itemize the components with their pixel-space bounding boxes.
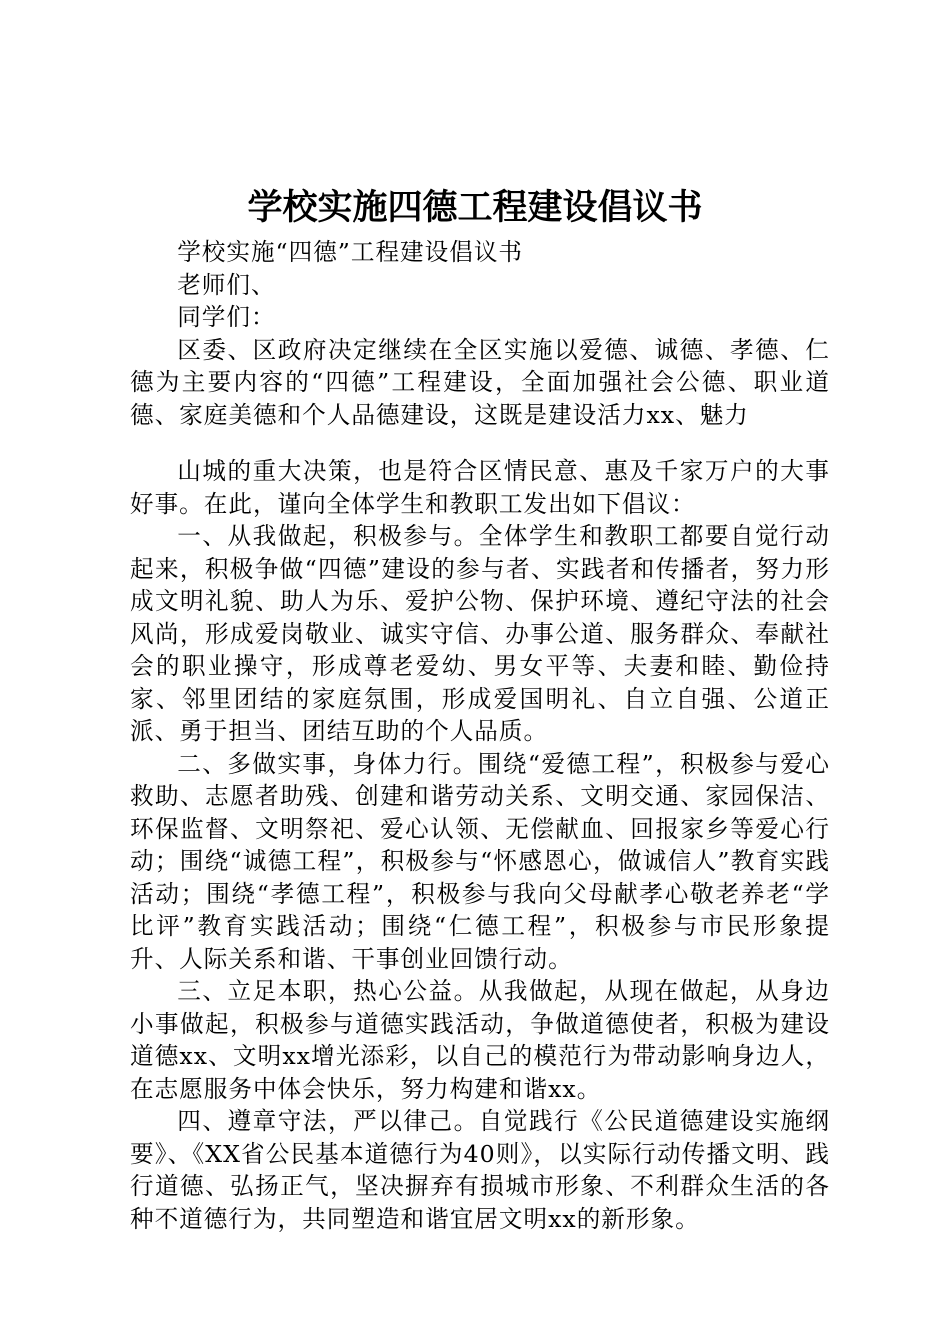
document-title: 学校实施四德工程建设倡议书 (247, 187, 703, 228)
salutation-teachers: 老师们、 (177, 270, 276, 299)
proposal-two-paragraph: 二、多做实事，身体力行。围绕“爱德工程”，积极参与爱心救助、志愿者助残、创建和谐劳动关系、文明交通、家园保洁、环保监督、文明祭祀、爱心认领、无偿献血、回报家乡等爱心行动；围绕“诚德工程”，积极参与“怀感恩心，做诚信人”教育实践活动；围绕“孝德工程”，积极参与我向父母献孝心敬老养老“学比评”教育实践活动；围绕“仁德工程”，积极参与市民形象提升、人际关系和谐、干事创业回馈行动。 (130, 749, 830, 973)
proposal-one-paragraph: 一、从我做起，积极参与。全体学生和教职工都要自觉行动起来，积极争做“四德”建设的参与者、实践者和传播者，努力形成文明礼貌、助人为乐、爱护公物、保护环境、遵纪守法的社会风尚，形成爱岗敬业、诚实守信、办事公道、服务群众、奉献社会的职业操守，形成尊老爱幼、男女平等、夫妻和睦、勤俭持家、邻里团结的家庭氛围，形成爱国明礼、自立自强、公道正派、勇于担当、团结互助的个人品质。 (130, 522, 830, 745)
proposal-three-paragraph: 三、立足本职，热心公益。从我做起，从现在做起，从身边小事做起，积极参与道德实践活动，争做道德使者，积极为建设道德xx、文明xx增光添彩，以自己的模范行为带动影响身边人，在志愿服务中体会快乐，努力构建和谐xx。 (130, 977, 830, 1103)
intro-continuation-paragraph: 山城的重大决策，也是符合区情民意、惠及千家万户的大事好事。在此，谨向全体学生和教职工发出如下倡议： (130, 457, 830, 518)
subtitle-paragraph: 学校实施“四德”工程建设倡议书 (177, 238, 524, 266)
proposal-four-paragraph: 四、遵章守法，严以律己。自觉践行《公民道德建设实施纲要》、《XX省公民基本道德行为40则》，以实际行动传播文明、践行道德、弘扬正气，坚决摒弃有损城市形象、不利群众生活的各种不道德行为，共同塑造和谐宜居文明xx的新形象。 (130, 1107, 830, 1233)
body-text-top (130, 236, 830, 431)
intro-paragraph: 区委、区政府决定继续在全区实施以爱德、诚德、孝德、仁德为主要内容的“四德”工程建设，全面加强社会公德、职业道德、家庭美德和个人品德建设，这既是建设活力xx、魅力 (130, 335, 830, 429)
salutation-students: 同学们： (177, 303, 276, 331)
body-text-bottom (130, 455, 830, 1235)
